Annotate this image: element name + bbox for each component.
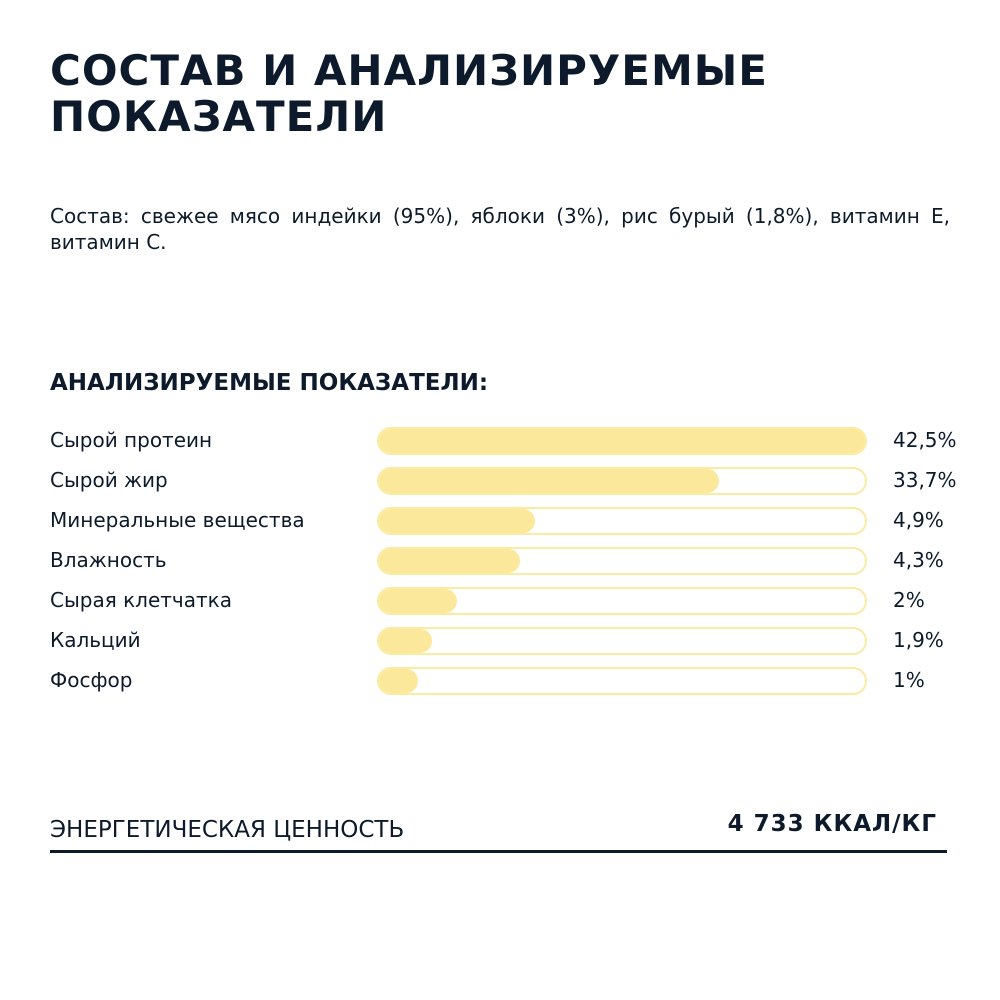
metric-row (50, 586, 970, 626)
metric-label: Фосфор (50, 668, 133, 692)
metric-row (50, 626, 970, 666)
energy-label: ЭНЕРГЕТИЧЕСКАЯ ЦЕННОСТЬ (50, 817, 405, 843)
metric-bar-fill (379, 629, 432, 653)
metric-bar-track (377, 427, 867, 455)
metric-bar-fill (379, 429, 865, 453)
metric-bar-fill (379, 509, 535, 533)
metric-bar-fill (379, 549, 520, 573)
metrics-list (50, 426, 970, 706)
metric-bar-track (377, 587, 867, 615)
composition-text: Состав: свежее мясо индейки (95%), яблоки (3%), рис бурый (1,8%), витамин Е, витамин С. (50, 204, 950, 254)
metric-bar-track (377, 467, 867, 495)
metric-label: Влажность (50, 548, 167, 572)
page-title: СОСТАВ И АНАЛИЗИРУЕМЫЕ ПОКАЗАТЕЛИ (50, 46, 768, 141)
metric-value: 42,5% (893, 428, 957, 452)
metric-bar-fill (379, 469, 719, 493)
metric-value: 33,7% (893, 468, 957, 492)
metric-label: Сырой жир (50, 468, 168, 492)
metric-label: Сырая клетчатка (50, 588, 232, 612)
metric-bar-track (377, 667, 867, 695)
metric-bar-track (377, 547, 867, 575)
metric-row (50, 466, 970, 506)
metric-row (50, 666, 970, 706)
metric-bar-track (377, 627, 867, 655)
section-title: АНАЛИЗИРУЕМЫЕ ПОКАЗАТЕЛИ: (50, 370, 489, 396)
metric-value: 1,9% (893, 628, 944, 652)
metric-value: 4,9% (893, 508, 944, 532)
metric-value: 1% (893, 668, 925, 692)
metric-bar-track (377, 507, 867, 535)
metric-row (50, 426, 970, 466)
metric-row (50, 506, 970, 546)
metric-label: Минеральные вещества (50, 508, 305, 532)
metric-bar-fill (379, 589, 457, 613)
metric-value: 2% (893, 588, 925, 612)
metric-bar-fill (379, 669, 418, 693)
metric-value: 4,3% (893, 548, 944, 572)
energy-value-row (50, 806, 947, 853)
metric-label: Кальций (50, 628, 141, 652)
metric-label: Сырой протеин (50, 428, 213, 452)
energy-value: 4 733 ККАЛ/КГ (727, 811, 937, 837)
metric-row (50, 546, 970, 586)
